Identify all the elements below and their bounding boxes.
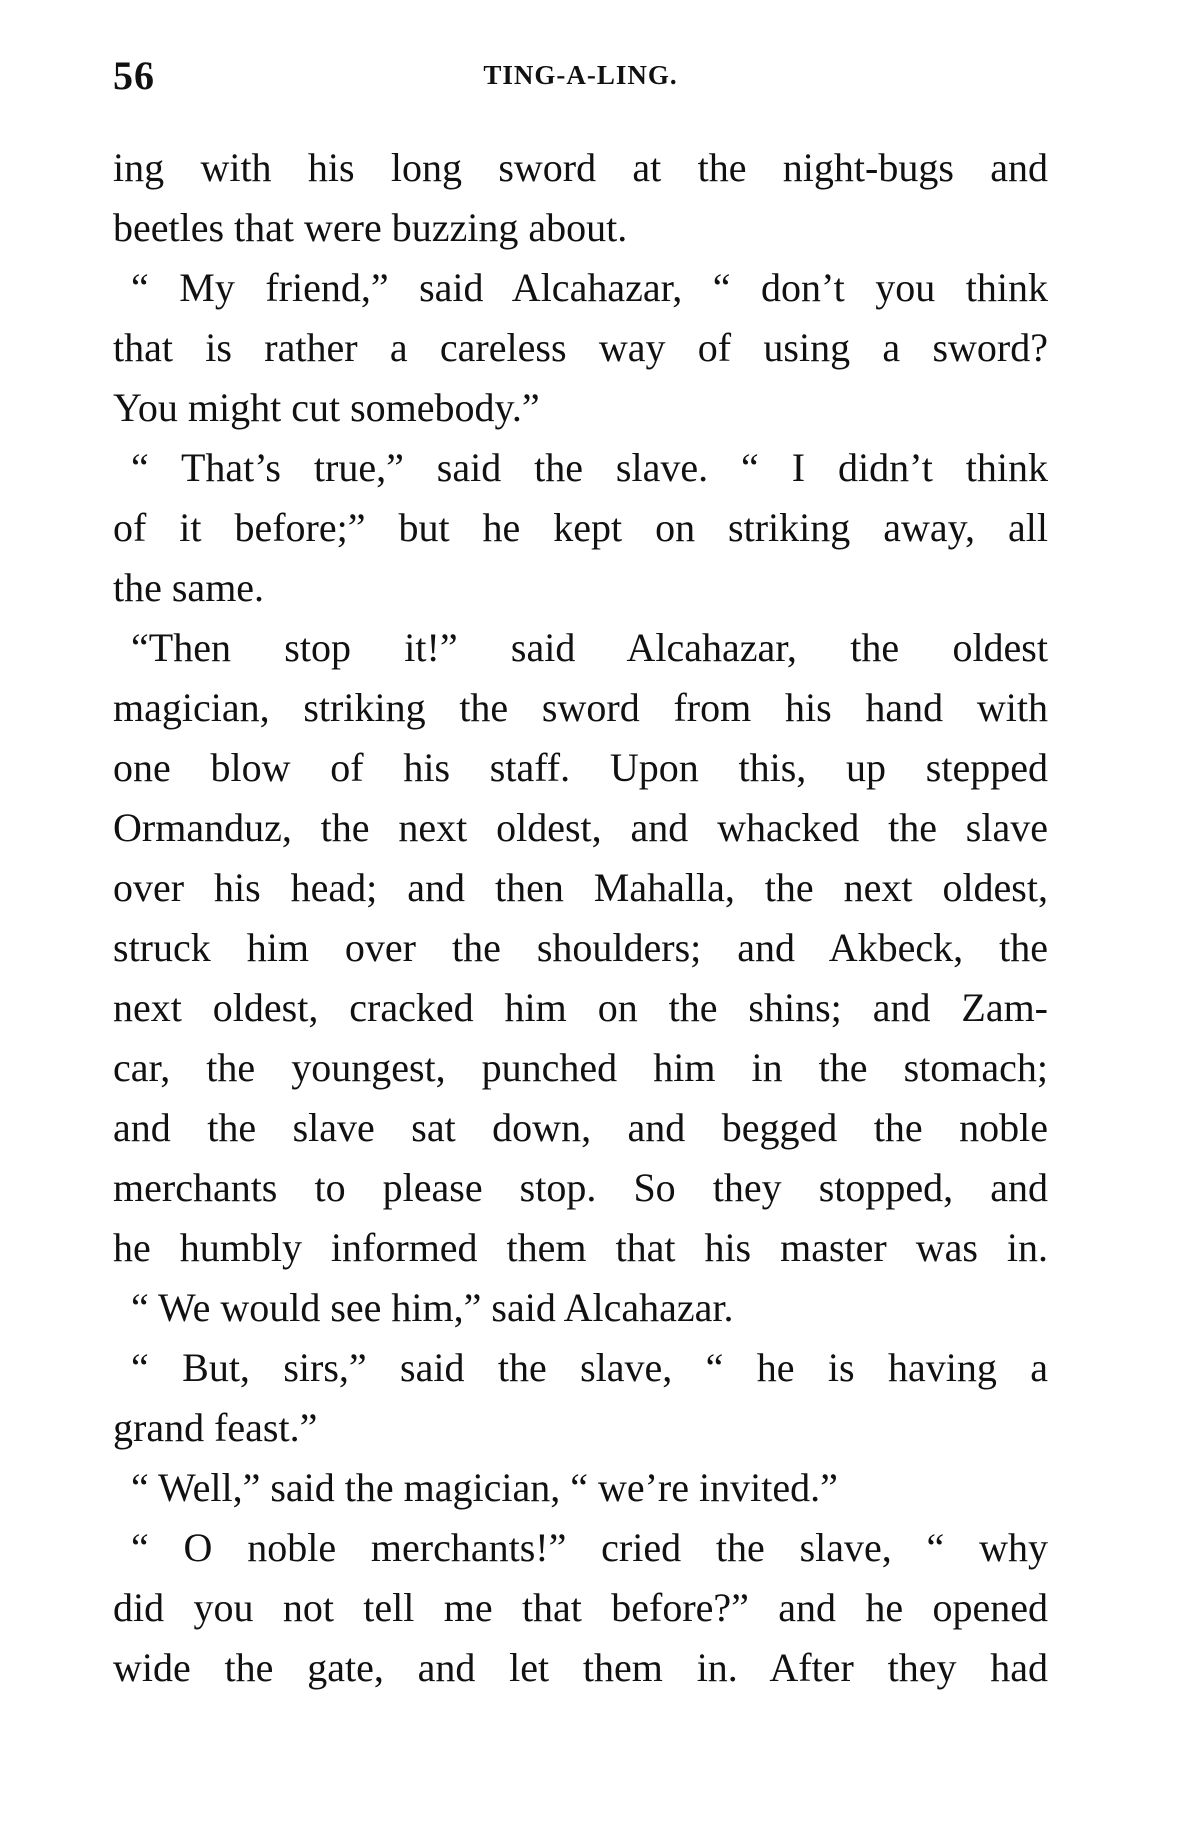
text-line: merchants to please stop. So they stopped, and — [113, 1165, 1048, 1210]
page-header — [113, 52, 1048, 102]
text-line: You might cut somebody.” — [113, 385, 540, 430]
text-line: “ Well,” said the magician, “ we’re invited.” — [131, 1465, 838, 1510]
text-line: ing with his long sword at the night-bugs and — [113, 145, 1048, 190]
text-line: one blow of his staff. Upon this, up stepped — [113, 745, 1048, 790]
text-line: wide the gate, and let them in. After they had — [113, 1645, 1048, 1690]
text-line: “ We would see him,” said Alcahazar. — [131, 1285, 734, 1330]
text-line: that is rather a careless way of using a sword? — [113, 325, 1048, 370]
text-line: he humbly informed them that his master was in. — [113, 1225, 1048, 1270]
text-line: magician, striking the sword from his hand with — [113, 685, 1048, 730]
page-number: 56 — [113, 53, 155, 98]
text-line: the same. — [113, 565, 265, 610]
text-line: did you not tell me that before?” and he opened — [113, 1585, 1048, 1630]
text-line: “ O noble merchants!” cried the slave, “ why — [131, 1525, 1048, 1570]
text-line: next oldest, cracked him on the shins; and Zam- — [113, 985, 1048, 1030]
running-title: TING-A-LING. — [483, 60, 678, 90]
body-text — [113, 138, 1048, 1698]
text-line: of it before;” but he kept on striking away, all — [113, 505, 1048, 550]
text-line: over his head; and then Mahalla, the next oldest, — [113, 865, 1048, 910]
text-line: “ That’s true,” said the slave. “ I didn’t think — [131, 445, 1048, 490]
text-line: “ But, sirs,” said the slave, “ he is having a — [131, 1345, 1048, 1390]
text-line: Ormanduz, the next oldest, and whacked the slave — [113, 805, 1048, 850]
text-line: “ My friend,” said Alcahazar, “ don’t you think — [131, 265, 1048, 310]
text-line: beetles that were buzzing about. — [113, 205, 628, 250]
text-line: grand feast.” — [113, 1405, 318, 1450]
text-line: car, the youngest, punched him in the stomach; — [113, 1045, 1048, 1090]
text-line: struck him over the shoulders; and Akbeck, the — [113, 925, 1048, 970]
text-line: “Then stop it!” said Alcahazar, the oldest — [131, 625, 1048, 670]
text-line: and the slave sat down, and begged the noble — [113, 1105, 1048, 1150]
